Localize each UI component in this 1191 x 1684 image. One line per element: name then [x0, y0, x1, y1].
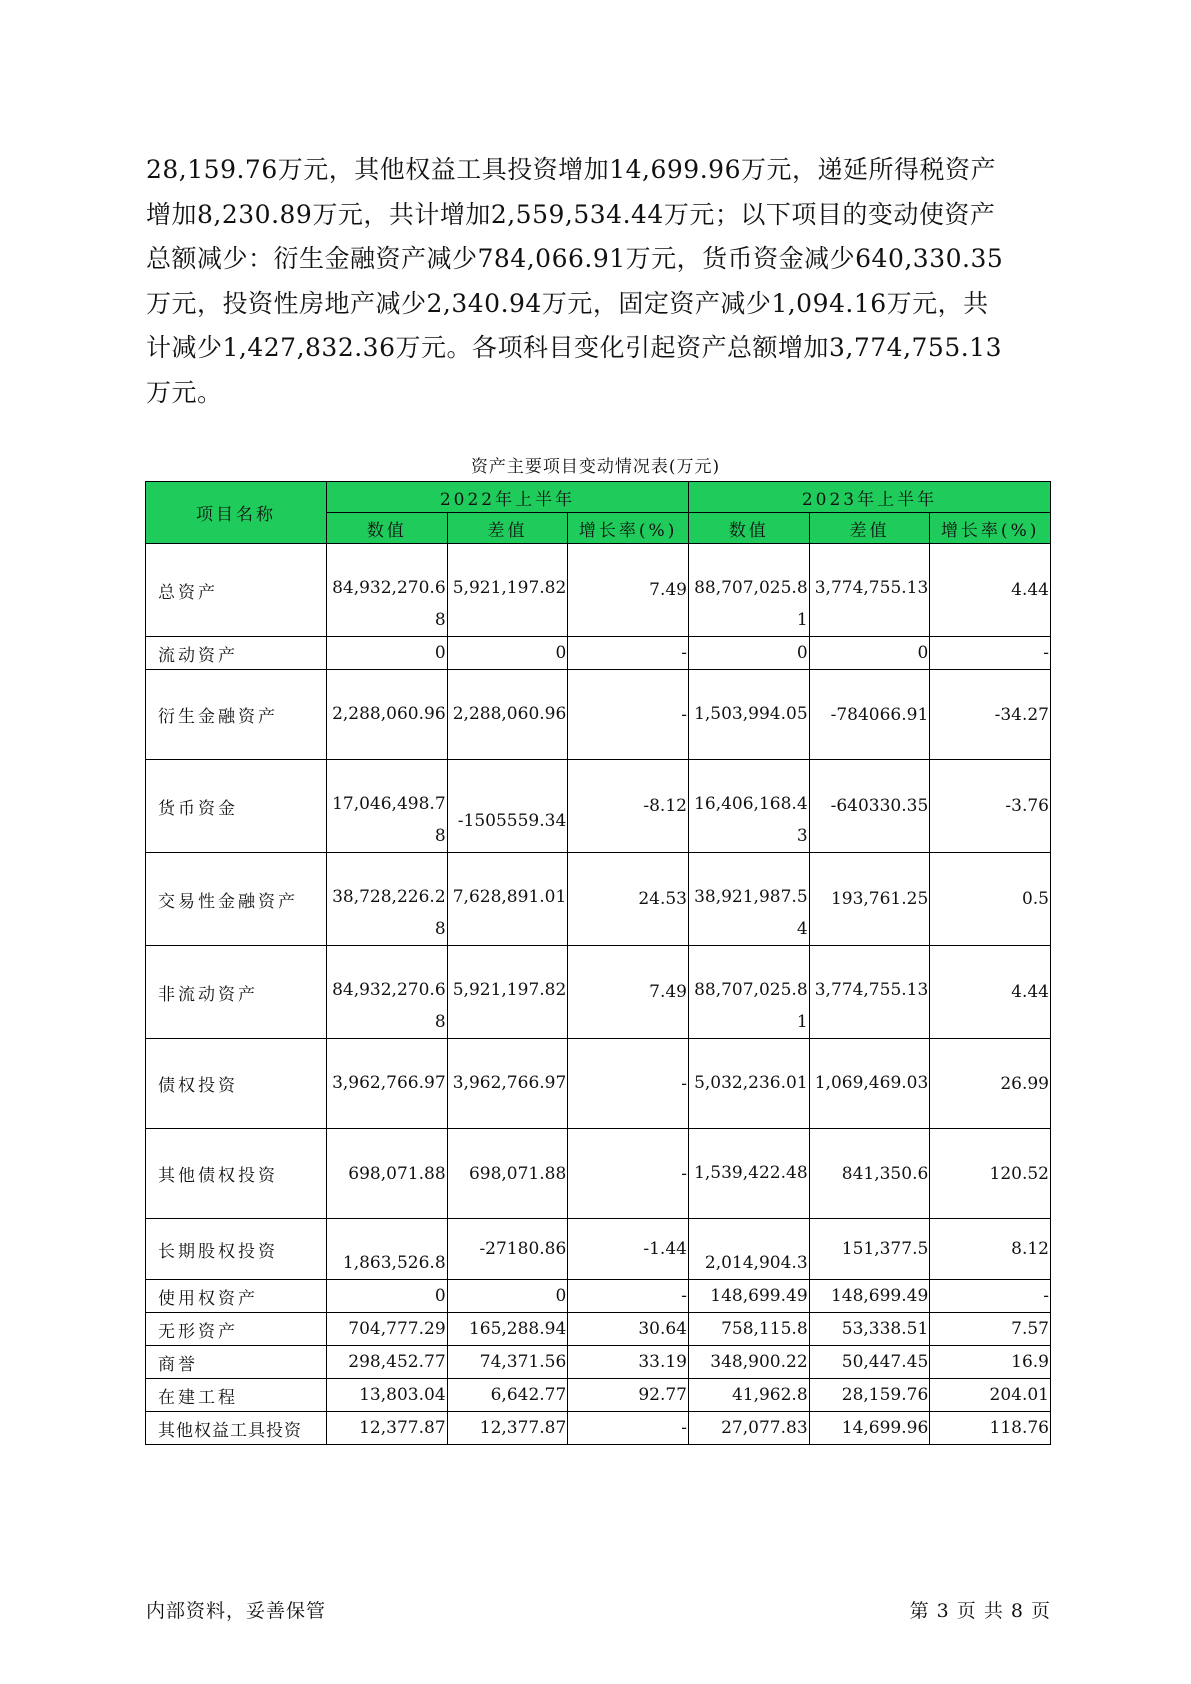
- cell-diff-2023: 193,761.25: [809, 853, 930, 946]
- cell-growth-2022: -: [568, 637, 689, 670]
- paragraph-line: 28,159.76万元，其他权益工具投资增加14,699.96万元，递延所得税资产: [146, 155, 996, 184]
- cell-value-2023: 5,032,236.01: [688, 1039, 809, 1129]
- cell-diff-2023: 151,377.5: [809, 1219, 930, 1280]
- table-row: [146, 1039, 1051, 1129]
- table-row: [146, 1129, 1051, 1219]
- cell-value-2023: 2,014,904.3: [688, 1219, 809, 1280]
- cell-diff-2022: 3,962,766.97: [447, 1039, 568, 1129]
- row-name: 非流动资产: [146, 946, 327, 1039]
- cell-value-2023: 38,921,987.54: [688, 853, 809, 946]
- cell-diff-2023: 28,159.76: [809, 1379, 930, 1412]
- cell-value-2022: 13,803.04: [326, 1379, 447, 1412]
- cell-growth-2023: -3.76: [930, 760, 1051, 853]
- cell-diff-2023: 0: [809, 637, 930, 670]
- row-name: 长期股权投资: [146, 1219, 327, 1280]
- footer-confidential-note: 内部资料，妥善保管: [146, 1600, 327, 1622]
- cell-value-2022: 3,962,766.97: [326, 1039, 447, 1129]
- header-value-2023: 数值: [688, 513, 809, 544]
- cell-value-2022: 2,288,060.96: [326, 670, 447, 760]
- cell-diff-2022: 6,642.77: [447, 1379, 568, 1412]
- cell-growth-2023: -34.27: [930, 670, 1051, 760]
- cell-growth-2022: 24.53: [568, 853, 689, 946]
- cell-value-2022: 38,728,226.28: [326, 853, 447, 946]
- cell-diff-2022: 2,288,060.96: [447, 670, 568, 760]
- cell-value-2023: 88,707,025.81: [688, 946, 809, 1039]
- cell-value-2023: 16,406,168.43: [688, 760, 809, 853]
- footer-page-number: 第 3 页 共 8 页: [909, 1600, 1051, 1622]
- cell-growth-2022: 30.64: [568, 1313, 689, 1346]
- header-value-2022: 数值: [326, 513, 447, 544]
- cell-growth-2023: 7.57: [930, 1313, 1051, 1346]
- table-row: [146, 1313, 1051, 1346]
- cell-value-2022: 12,377.87: [326, 1412, 447, 1445]
- table-row: [146, 1412, 1051, 1445]
- row-name: 其他债权投资: [146, 1129, 327, 1219]
- cell-growth-2022: -8.12: [568, 760, 689, 853]
- table-row: [146, 853, 1051, 946]
- cell-diff-2023: -640330.35: [809, 760, 930, 853]
- cell-growth-2023: 16.9: [930, 1346, 1051, 1379]
- header-period-2022: 2022年上半年: [326, 482, 688, 513]
- paragraph-line: 增加8,230.89万元，共计增加2,559,534.44万元；以下项目的变动使资产: [146, 199, 996, 229]
- table-row: [146, 544, 1051, 637]
- cell-diff-2022: -27180.86: [447, 1219, 568, 1280]
- cell-growth-2023: -: [930, 1280, 1051, 1313]
- cell-value-2023: 1,503,994.05: [688, 670, 809, 760]
- cell-growth-2022: -: [568, 1129, 689, 1219]
- cell-diff-2023: 148,699.49: [809, 1280, 930, 1313]
- table-row: [146, 760, 1051, 853]
- cell-diff-2022: 7,628,891.01: [447, 853, 568, 946]
- header-period-2023: 2023年上半年: [688, 482, 1050, 513]
- table-row: [146, 637, 1051, 670]
- cell-growth-2022: -: [568, 1280, 689, 1313]
- cell-growth-2022: 92.77: [568, 1379, 689, 1412]
- cell-value-2023: 1,539,422.48: [688, 1129, 809, 1219]
- cell-growth-2023: 26.99: [930, 1039, 1051, 1129]
- cell-growth-2023: 0.5: [930, 853, 1051, 946]
- cell-growth-2023: 204.01: [930, 1379, 1051, 1412]
- cell-value-2023: 41,962.8: [688, 1379, 809, 1412]
- cell-diff-2023: 14,699.96: [809, 1412, 930, 1445]
- cell-value-2022: 0: [326, 637, 447, 670]
- cell-growth-2022: -: [568, 1412, 689, 1445]
- cell-diff-2023: -784066.91: [809, 670, 930, 760]
- table-row: [146, 1219, 1051, 1280]
- cell-growth-2022: 33.19: [568, 1346, 689, 1379]
- cell-value-2022: 704,777.29: [326, 1313, 447, 1346]
- table-row: [146, 1346, 1051, 1379]
- cell-diff-2022: 74,371.56: [447, 1346, 568, 1379]
- cell-value-2023: 758,115.8: [688, 1313, 809, 1346]
- cell-diff-2023: 841,350.6: [809, 1129, 930, 1219]
- cell-value-2023: 0: [688, 637, 809, 670]
- cell-value-2023: 148,699.49: [688, 1280, 809, 1313]
- cell-growth-2023: 4.44: [930, 946, 1051, 1039]
- cell-growth-2022: -1.44: [568, 1219, 689, 1280]
- cell-growth-2022: -: [568, 1039, 689, 1129]
- cell-growth-2023: 4.44: [930, 544, 1051, 637]
- cell-diff-2022: 0: [447, 1280, 568, 1313]
- cell-diff-2022: 12,377.87: [447, 1412, 568, 1445]
- paragraph-line: 万元，投资性房地产减少2,340.94万元，固定资产减少1,094.16万元，共: [146, 288, 989, 318]
- row-name: 流动资产: [146, 637, 327, 670]
- cell-growth-2022: -: [568, 670, 689, 760]
- table-row: [146, 670, 1051, 760]
- row-name: 其他权益工具投资: [146, 1412, 327, 1445]
- cell-value-2022: 0: [326, 1280, 447, 1313]
- cell-value-2023: 88,707,025.81: [688, 544, 809, 637]
- header-diff-2023: 差值: [809, 513, 930, 544]
- row-name: 总资产: [146, 544, 327, 637]
- cell-growth-2023: 120.52: [930, 1129, 1051, 1219]
- row-name: 使用权资产: [146, 1280, 327, 1313]
- row-name: 交易性金融资产: [146, 853, 327, 946]
- row-name: 无形资产: [146, 1313, 327, 1346]
- cell-diff-2022: 698,071.88: [447, 1129, 568, 1219]
- cell-diff-2023: 53,338.51: [809, 1313, 930, 1346]
- table-row: [146, 1379, 1051, 1412]
- cell-diff-2022: -1505559.34: [447, 760, 568, 853]
- cell-value-2022: 17,046,498.78: [326, 760, 447, 853]
- cell-growth-2023: 118.76: [930, 1412, 1051, 1445]
- cell-diff-2022: 0: [447, 637, 568, 670]
- header-growth-2022: 增长率(%): [568, 513, 689, 544]
- cell-diff-2023: 3,774,755.13: [809, 544, 930, 637]
- row-name: 债权投资: [146, 1039, 327, 1129]
- cell-value-2022: 84,932,270.68: [326, 544, 447, 637]
- cell-value-2023: 348,900.22: [688, 1346, 809, 1379]
- cell-value-2022: 298,452.77: [326, 1346, 447, 1379]
- body-paragraph: [146, 148, 1052, 415]
- header-growth-2023: 增长率(%): [930, 513, 1051, 544]
- paragraph-line: 总额减少：衍生金融资产减少784,066.91万元，货币资金减少640,330.35: [146, 244, 1004, 273]
- cell-growth-2023: -: [930, 637, 1051, 670]
- table-row: [146, 946, 1051, 1039]
- row-name: 货币资金: [146, 760, 327, 853]
- cell-diff-2023: 50,447.45: [809, 1346, 930, 1379]
- cell-value-2022: 698,071.88: [326, 1129, 447, 1219]
- table-caption: 资产主要项目变动情况表(万元): [470, 457, 721, 477]
- cell-value-2023: 27,077.83: [688, 1412, 809, 1445]
- paragraph-line: 万元。: [146, 377, 223, 407]
- cell-diff-2023: 3,774,755.13: [809, 946, 930, 1039]
- cell-growth-2023: 8.12: [930, 1219, 1051, 1280]
- cell-value-2022: 84,932,270.68: [326, 946, 447, 1039]
- row-name: 衍生金融资产: [146, 670, 327, 760]
- cell-value-2022: 1,863,526.8: [326, 1219, 447, 1280]
- cell-growth-2022: 7.49: [568, 544, 689, 637]
- table-row: [146, 1280, 1051, 1313]
- paragraph-line: 计减少1,427,832.36万元。各项科目变化引起资产总额增加3,774,755.13: [146, 333, 1002, 362]
- asset-change-table: [145, 481, 1051, 1445]
- cell-growth-2022: 7.49: [568, 946, 689, 1039]
- cell-diff-2023: 1,069,469.03: [809, 1039, 930, 1129]
- cell-diff-2022: 5,921,197.82: [447, 544, 568, 637]
- row-name: 商誉: [146, 1346, 327, 1379]
- row-name: 在建工程: [146, 1379, 327, 1412]
- header-item-name: 项目名称: [146, 482, 327, 544]
- header-diff-2022: 差值: [447, 513, 568, 544]
- cell-diff-2022: 165,288.94: [447, 1313, 568, 1346]
- cell-diff-2022: 5,921,197.82: [447, 946, 568, 1039]
